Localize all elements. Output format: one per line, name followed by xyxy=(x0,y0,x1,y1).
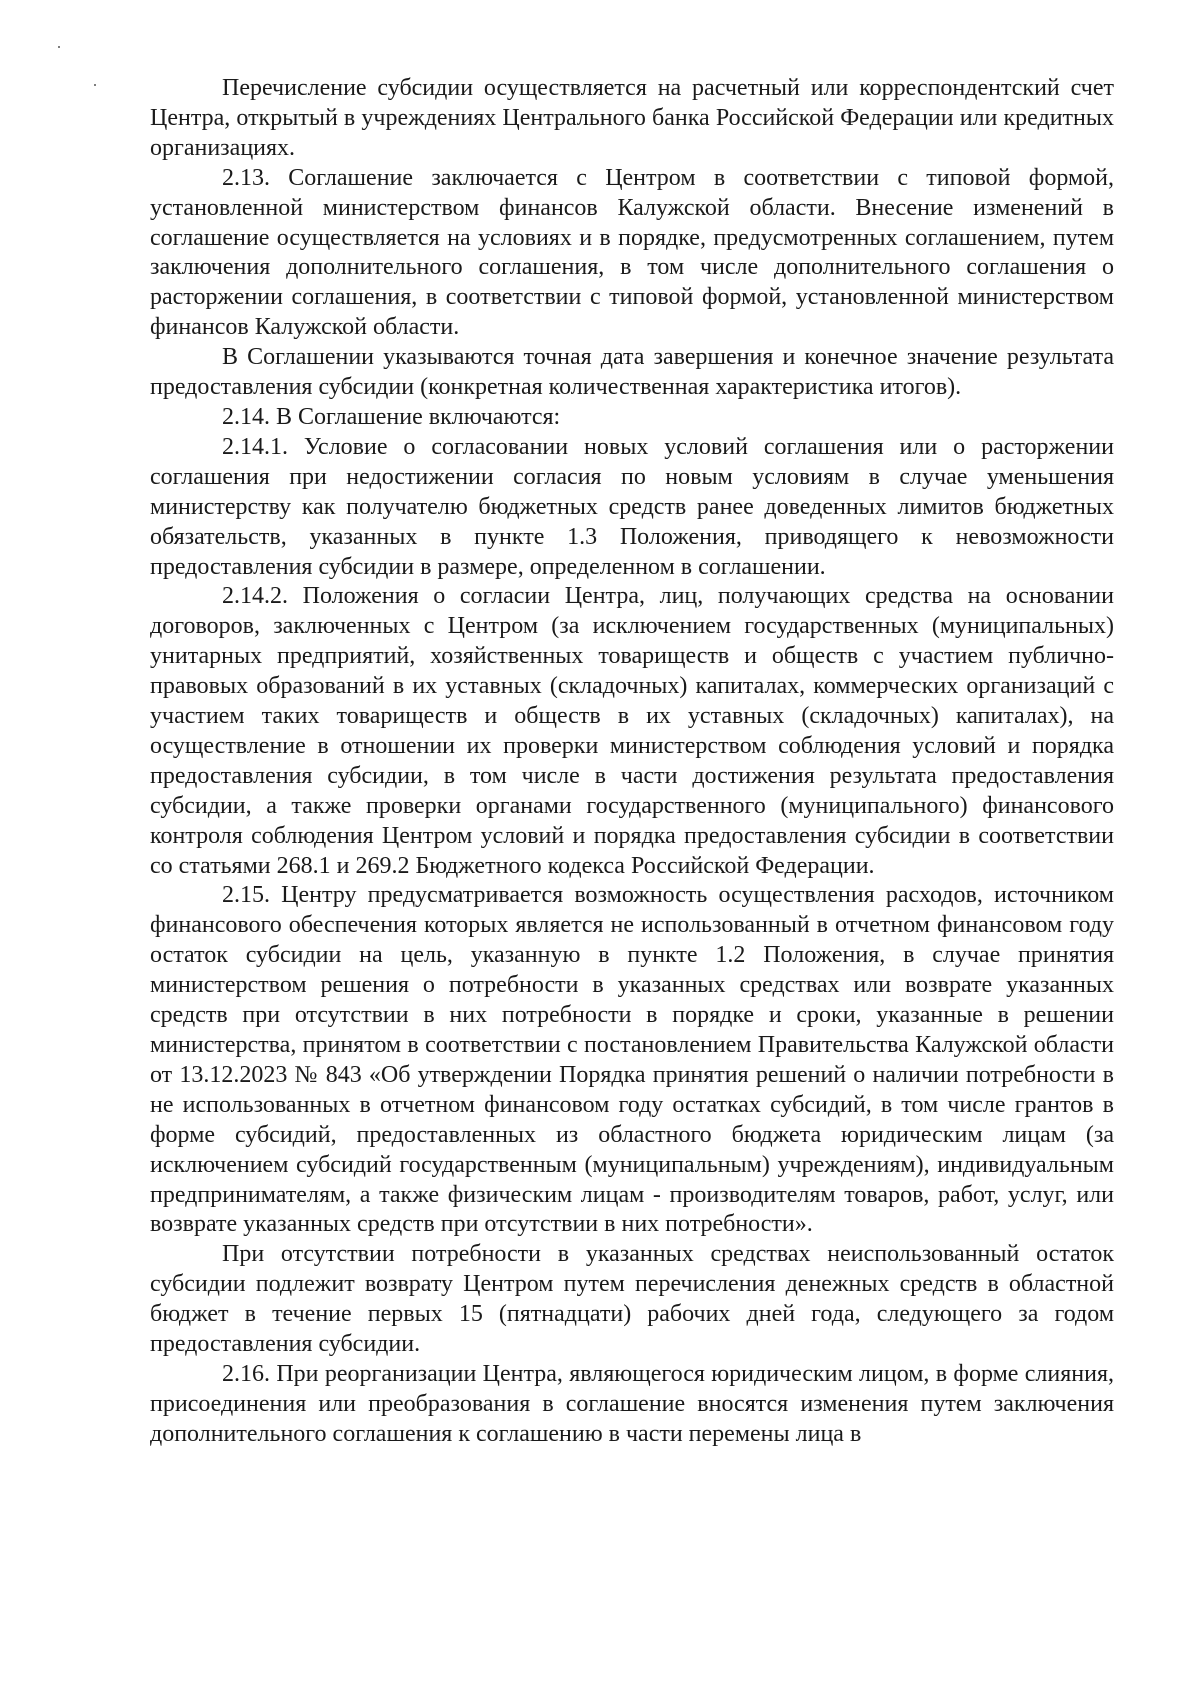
scan-speck xyxy=(94,84,96,86)
paragraph-2-15: 2.15. Центру предусматривается возможность осуществления расходов, источником финансового обеспечения которых является не использованный в отчетном финансовом году остаток субсидии на цель, указанную в пункте 1.2 Положения, в случае принятия министерством решения о потребности в указанных средствах или возврате указанных средств при отсутствии в них потребности в порядке и сроки, указанные в решении министерства, принятом в соответствии с постановлением Правительства Калужской области от 13.12.2023 № 843 «Об утверждении Порядка принятия решений о наличии потребности в не использованных в отчетном финансовом году остатках субсидий, в том числе грантов в форме субсидий, предоставленных из областного бюджета юридическим лицам (за исключением субсидий государственным (муниципальным) учреждениям), индивидуальным предпринимателям, а также физическим лицам - производителям товаров, работ, услуг, или возврате указанных средств при отсутствии в них потребности». xyxy=(150,882,1114,1238)
paragraph-transfer: Перечисление субсидии осуществляется на расчетный или корреспондентский счет Центра, открытый в учреждениях Центрального банка Российской Федерации или кредитных организациях. xyxy=(150,75,1114,161)
paragraph-2-14: 2.14. В Соглашение включаются: xyxy=(222,403,561,430)
paragraph-agreement-terms: В Соглашении указываются точная дата завершения и конечное значение результата предоставления субсидии (конкретная количественная характеристика итогов). xyxy=(150,344,1114,401)
paragraph-2-14-1: 2.14.1. Условие о согласовании новых условий соглашения или о расторжении соглашения при недостижении согласия по новым условиям в случае уменьшения министерству как получателю бюджетных средств ранее доведенных лимитов бюджетных обязательств, указанных в пункте 1.3 Положения, приводящего к невозможности предоставления субсидии в размере, определенном в соглашении. xyxy=(150,433,1114,580)
document-page xyxy=(150,74,1114,1450)
paragraph-2-13: 2.13. Соглашение заключается с Центром в соответствии с типовой формой, установленной министерством финансов Калужской области. Внесение изменений в соглашение осуществляется на условиях и в порядке, предусмотренных соглашением, путем заключения дополнительного соглашения, в том числе дополнительного соглашения о расторжении соглашения, в соответствии с типовой формой, установленной министерством финансов Калужской области. xyxy=(150,164,1114,341)
scan-speck xyxy=(58,46,60,48)
paragraph-2-16: 2.16. При реорганизации Центра, являющегося юридическим лицом, в форме слияния, присоединения или преобразования в соглашение вносятся изменения путем заключения дополнительного соглашения к соглашению в части перемены лица в xyxy=(150,1360,1114,1447)
paragraph-unused-balance: При отсутствии потребности в указанных средствах неиспользованный остаток субсидии подлежит возврату Центром путем перечисления денежных средств в областной бюджет в течение первых 15 (пятнадцати) рабочих дней года, следующего за годом предоставления субсидии. xyxy=(150,1241,1114,1358)
paragraph-2-14-2: 2.14.2. Положения о согласии Центра, лиц, получающих средства на основании договоров, заключенных с Центром (за исключением государственных (муниципальных) унитарных предприятий, хозяйственных товариществ и обществ с участием публично-правовых образований в их уставных (складочных) капиталах, коммерческих организаций с участием таких товариществ и обществ в их уставных (складочных) капиталах), на осуществление в отношении их проверки министерством соблюдения условий и порядка предоставления субсидии, в том числе в части достижения результата предоставления субсидии, а также проверки органами государственного (муниципального) финансового контроля соблюдения Центром условий и порядка предоставления субсидии в соответствии со статьями 268.1 и 269.2 Бюджетного кодекса Российской Федерации. xyxy=(150,583,1114,879)
